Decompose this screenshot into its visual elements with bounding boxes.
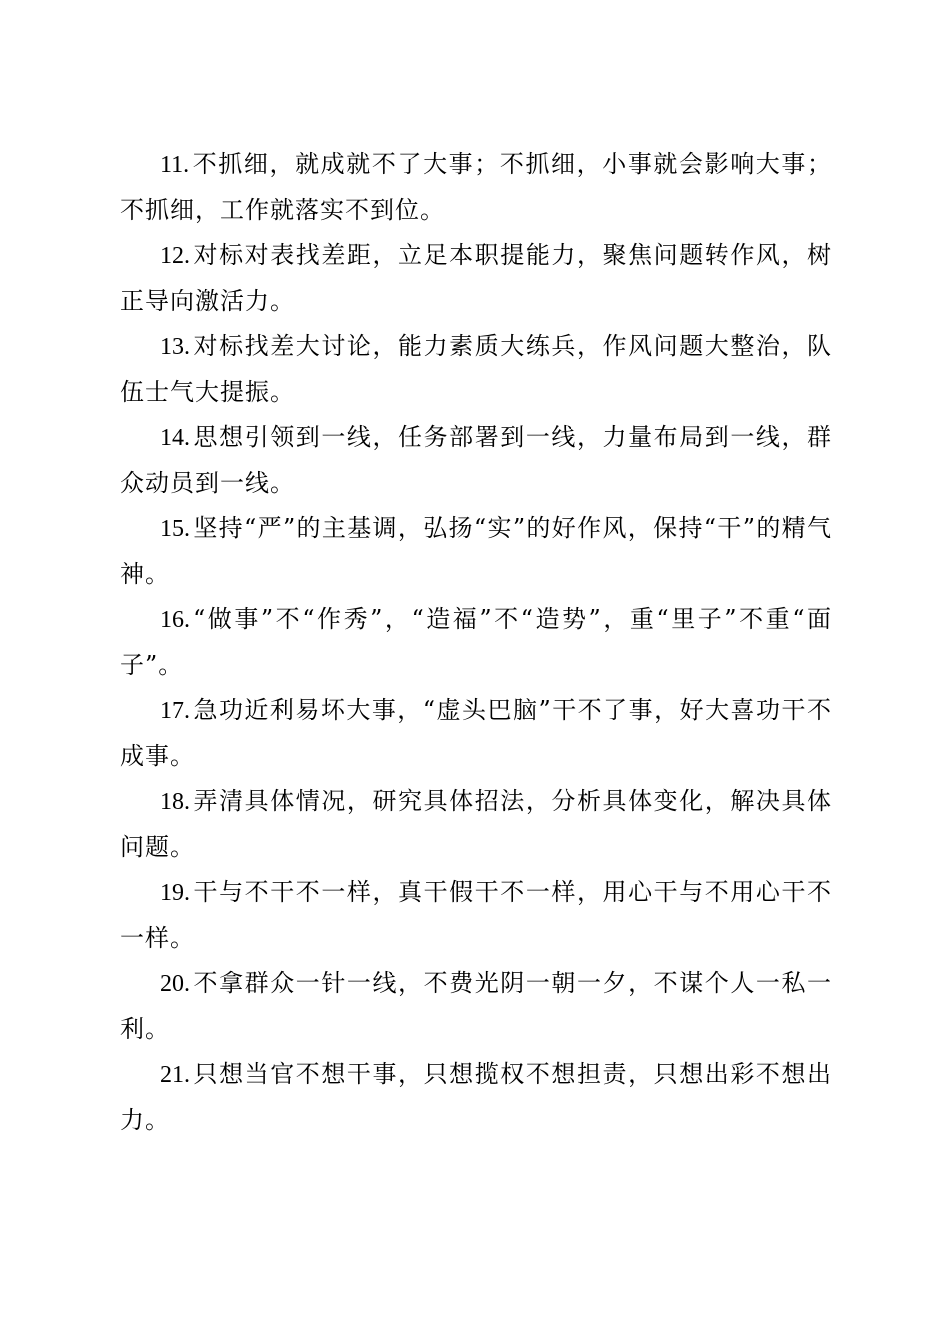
list-item [120,415,832,506]
item-number: 17. [160,698,190,724]
list-item [120,506,832,597]
list-item [120,688,832,779]
item-number: 19. [160,880,190,906]
item-text: 急功近利易坏大事，“虚头巴脑”干不了事，好大喜功干不成事。 [120,696,832,770]
item-text: 不抓细，就成就不了大事；不抓细，小事就会影响大事；不抓细，工作就落实不到位。 [120,150,832,224]
document-body [120,142,832,1143]
list-item [120,324,832,415]
list-item [120,233,832,324]
item-text: 对标找差大讨论，能力素质大练兵，作风问题大整治，队伍士气大提振。 [120,332,832,406]
list-item [120,1052,832,1143]
item-number: 14. [160,425,190,451]
item-text: 坚持“严”的主基调，弘扬“实”的好作风，保持“干”的精气神。 [120,514,832,588]
list-item [120,597,832,688]
item-number: 21. [160,1062,190,1088]
list-item [120,870,832,961]
list-item [120,142,832,233]
item-text: 不拿群众一针一线，不费光阴一朝一夕，不谋个人一私一利。 [120,969,832,1043]
list-item [120,961,832,1052]
item-number: 12. [160,243,190,269]
list-item [120,779,832,870]
item-text: 弄清具体情况，研究具体招法，分析具体变化，解决具体问题。 [120,787,832,861]
item-number: 18. [160,789,190,815]
item-text: “做事”不“作秀”，“造福”不“造势”，重“里子”不重“面子”。 [120,605,832,679]
item-number: 15. [160,516,190,542]
item-number: 20. [160,971,190,997]
item-number: 11. [160,152,190,178]
item-text: 思想引领到一线，任务部署到一线，力量布局到一线，群众动员到一线。 [120,423,832,497]
item-number: 16. [160,607,190,633]
item-text: 只想当官不想干事，只想揽权不想担责，只想出彩不想出力。 [120,1060,832,1134]
item-text: 对标对表找差距，立足本职提能力，聚焦问题转作风，树正导向激活力。 [120,241,832,315]
item-text: 干与不干不一样，真干假干不一样，用心干与不用心干不一样。 [120,878,832,952]
item-number: 13. [160,334,190,360]
